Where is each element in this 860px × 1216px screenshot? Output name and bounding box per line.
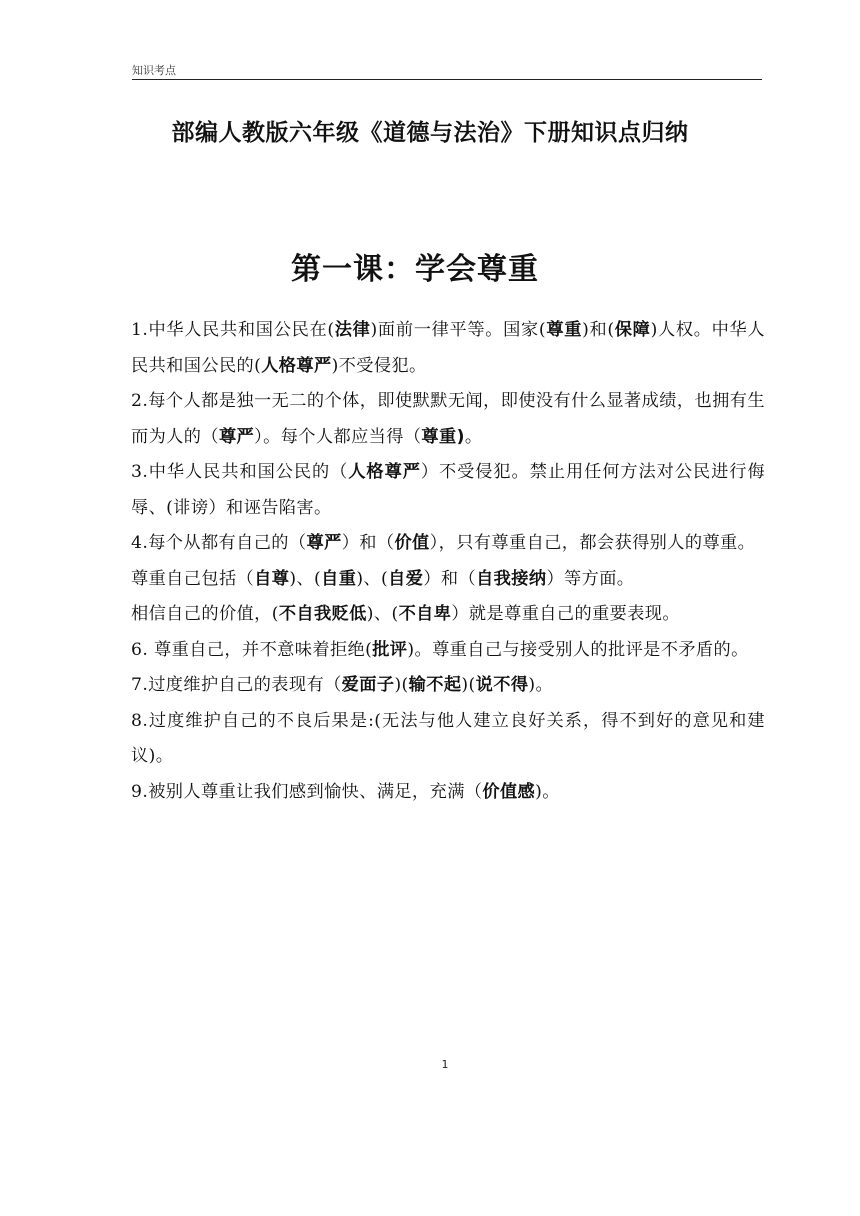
keyword-answer: 人格尊严 — [261, 355, 332, 376]
paragraph-text: ）等方面。 — [546, 568, 635, 589]
paragraph-text: ）和（ — [341, 533, 395, 553]
paragraph-text: 1.中华人民共和国公民在( — [131, 320, 335, 340]
keyword-answer: 自重 — [321, 568, 357, 589]
knowledge-point-paragraph — [131, 704, 765, 775]
keyword-answer: 输不起 — [408, 675, 462, 695]
paragraph-text: 8.过度维护自己的不良后果是:(无法与他人建立良好关系，得不到好的意见和建议)。 — [131, 710, 765, 766]
knowledge-point-paragraph — [131, 526, 765, 562]
keyword-answer: 尊严 — [218, 426, 255, 447]
knowledge-point-paragraph — [131, 562, 765, 598]
paragraph-text: 。 — [464, 426, 483, 447]
keyword-answer: 法律 — [334, 320, 371, 340]
paragraph-text: )( — [394, 675, 409, 695]
keyword-answer: 自爱 — [388, 568, 424, 589]
paragraph-text: ）就是尊重自己的重要表现。 — [451, 604, 680, 624]
paragraph-text: )面前一律平等。国家( — [370, 320, 547, 340]
keyword-answer: 价值感 — [482, 781, 536, 802]
paragraph-text: ），只有尊重自己，都会获得别人的尊重。 — [429, 533, 756, 553]
paragraph-text: )、( — [366, 604, 399, 624]
page-number: 1 — [441, 1058, 449, 1071]
document-title: 部编人教版六年级《道德与法治》下册知识点归纳 — [171, 120, 689, 146]
paragraph-text: )。 — [528, 675, 554, 695]
keyword-answer: 不自我贬低 — [278, 604, 367, 624]
paragraph-text: )人权。中华人民共和国公民的( — [131, 320, 765, 376]
paragraph-text: )、( — [356, 568, 389, 589]
knowledge-point-paragraph — [131, 455, 765, 526]
keyword-answer: 批评 — [372, 639, 408, 660]
keyword-answer: 人格尊严 — [348, 462, 421, 482]
content-body — [131, 313, 765, 810]
paragraph-text: 9.被别人尊重让我们感到愉快、满足，充满（ — [131, 781, 483, 802]
paragraph-text: 相信自己的价值，( — [131, 604, 279, 624]
keyword-answer: 自我接纳 — [476, 568, 547, 589]
knowledge-point-paragraph — [131, 384, 765, 455]
keyword-answer: 不自卑 — [398, 604, 452, 624]
paragraph-text: ）和（ — [423, 568, 477, 589]
paragraph-text: ）。每个人都应当得（ — [254, 426, 422, 447]
paragraph-text: 尊重自己包括（ — [131, 568, 255, 589]
lesson-title: 第一课：学会尊重 — [291, 252, 539, 287]
keyword-answer: 尊重) — [421, 426, 465, 447]
paragraph-text: )( — [461, 675, 476, 695]
paragraph-text: ）不受侵犯。禁止用任何方法对公民进行侮辱、(诽谤）和诬告陷害。 — [131, 462, 765, 518]
keyword-answer: 尊严 — [306, 533, 342, 553]
knowledge-point-paragraph — [131, 633, 765, 669]
keyword-answer: 价值 — [394, 533, 430, 553]
paragraph-text: )。 — [535, 781, 560, 802]
paragraph-text: )、( — [289, 568, 322, 589]
paragraph-text: )不受侵犯。 — [331, 355, 427, 376]
paragraph-text: 3.中华人民共和国公民的（ — [131, 462, 349, 482]
header-label: 知识考点 — [132, 64, 176, 77]
knowledge-point-paragraph — [131, 775, 765, 811]
paragraph-text: )和( — [582, 320, 615, 340]
paragraph-text: 6. 尊重自己，并不意味着拒绝( — [131, 639, 373, 660]
keyword-answer: 尊重 — [546, 320, 583, 340]
paragraph-text: 4.每个从都有自己的（ — [131, 533, 307, 553]
knowledge-point-paragraph — [131, 313, 765, 384]
keyword-answer: 保障 — [614, 320, 651, 340]
paragraph-text: )。尊重自己与接受别人的批评是不矛盾的。 — [407, 639, 749, 660]
keyword-answer: 说不得 — [475, 675, 529, 695]
knowledge-point-paragraph — [131, 597, 765, 633]
paragraph-text: 7.过度维护自己的表现有（ — [131, 675, 342, 695]
keyword-answer: 爱面子 — [341, 675, 395, 695]
knowledge-point-paragraph — [131, 668, 765, 704]
page-header — [132, 62, 762, 80]
keyword-answer: 自尊 — [254, 568, 290, 589]
paragraph-text: 2.每个人都是独一无二的个体，即使默默无闻，即使没有什么显著成绩，也拥有生而为人的（ — [131, 391, 765, 447]
